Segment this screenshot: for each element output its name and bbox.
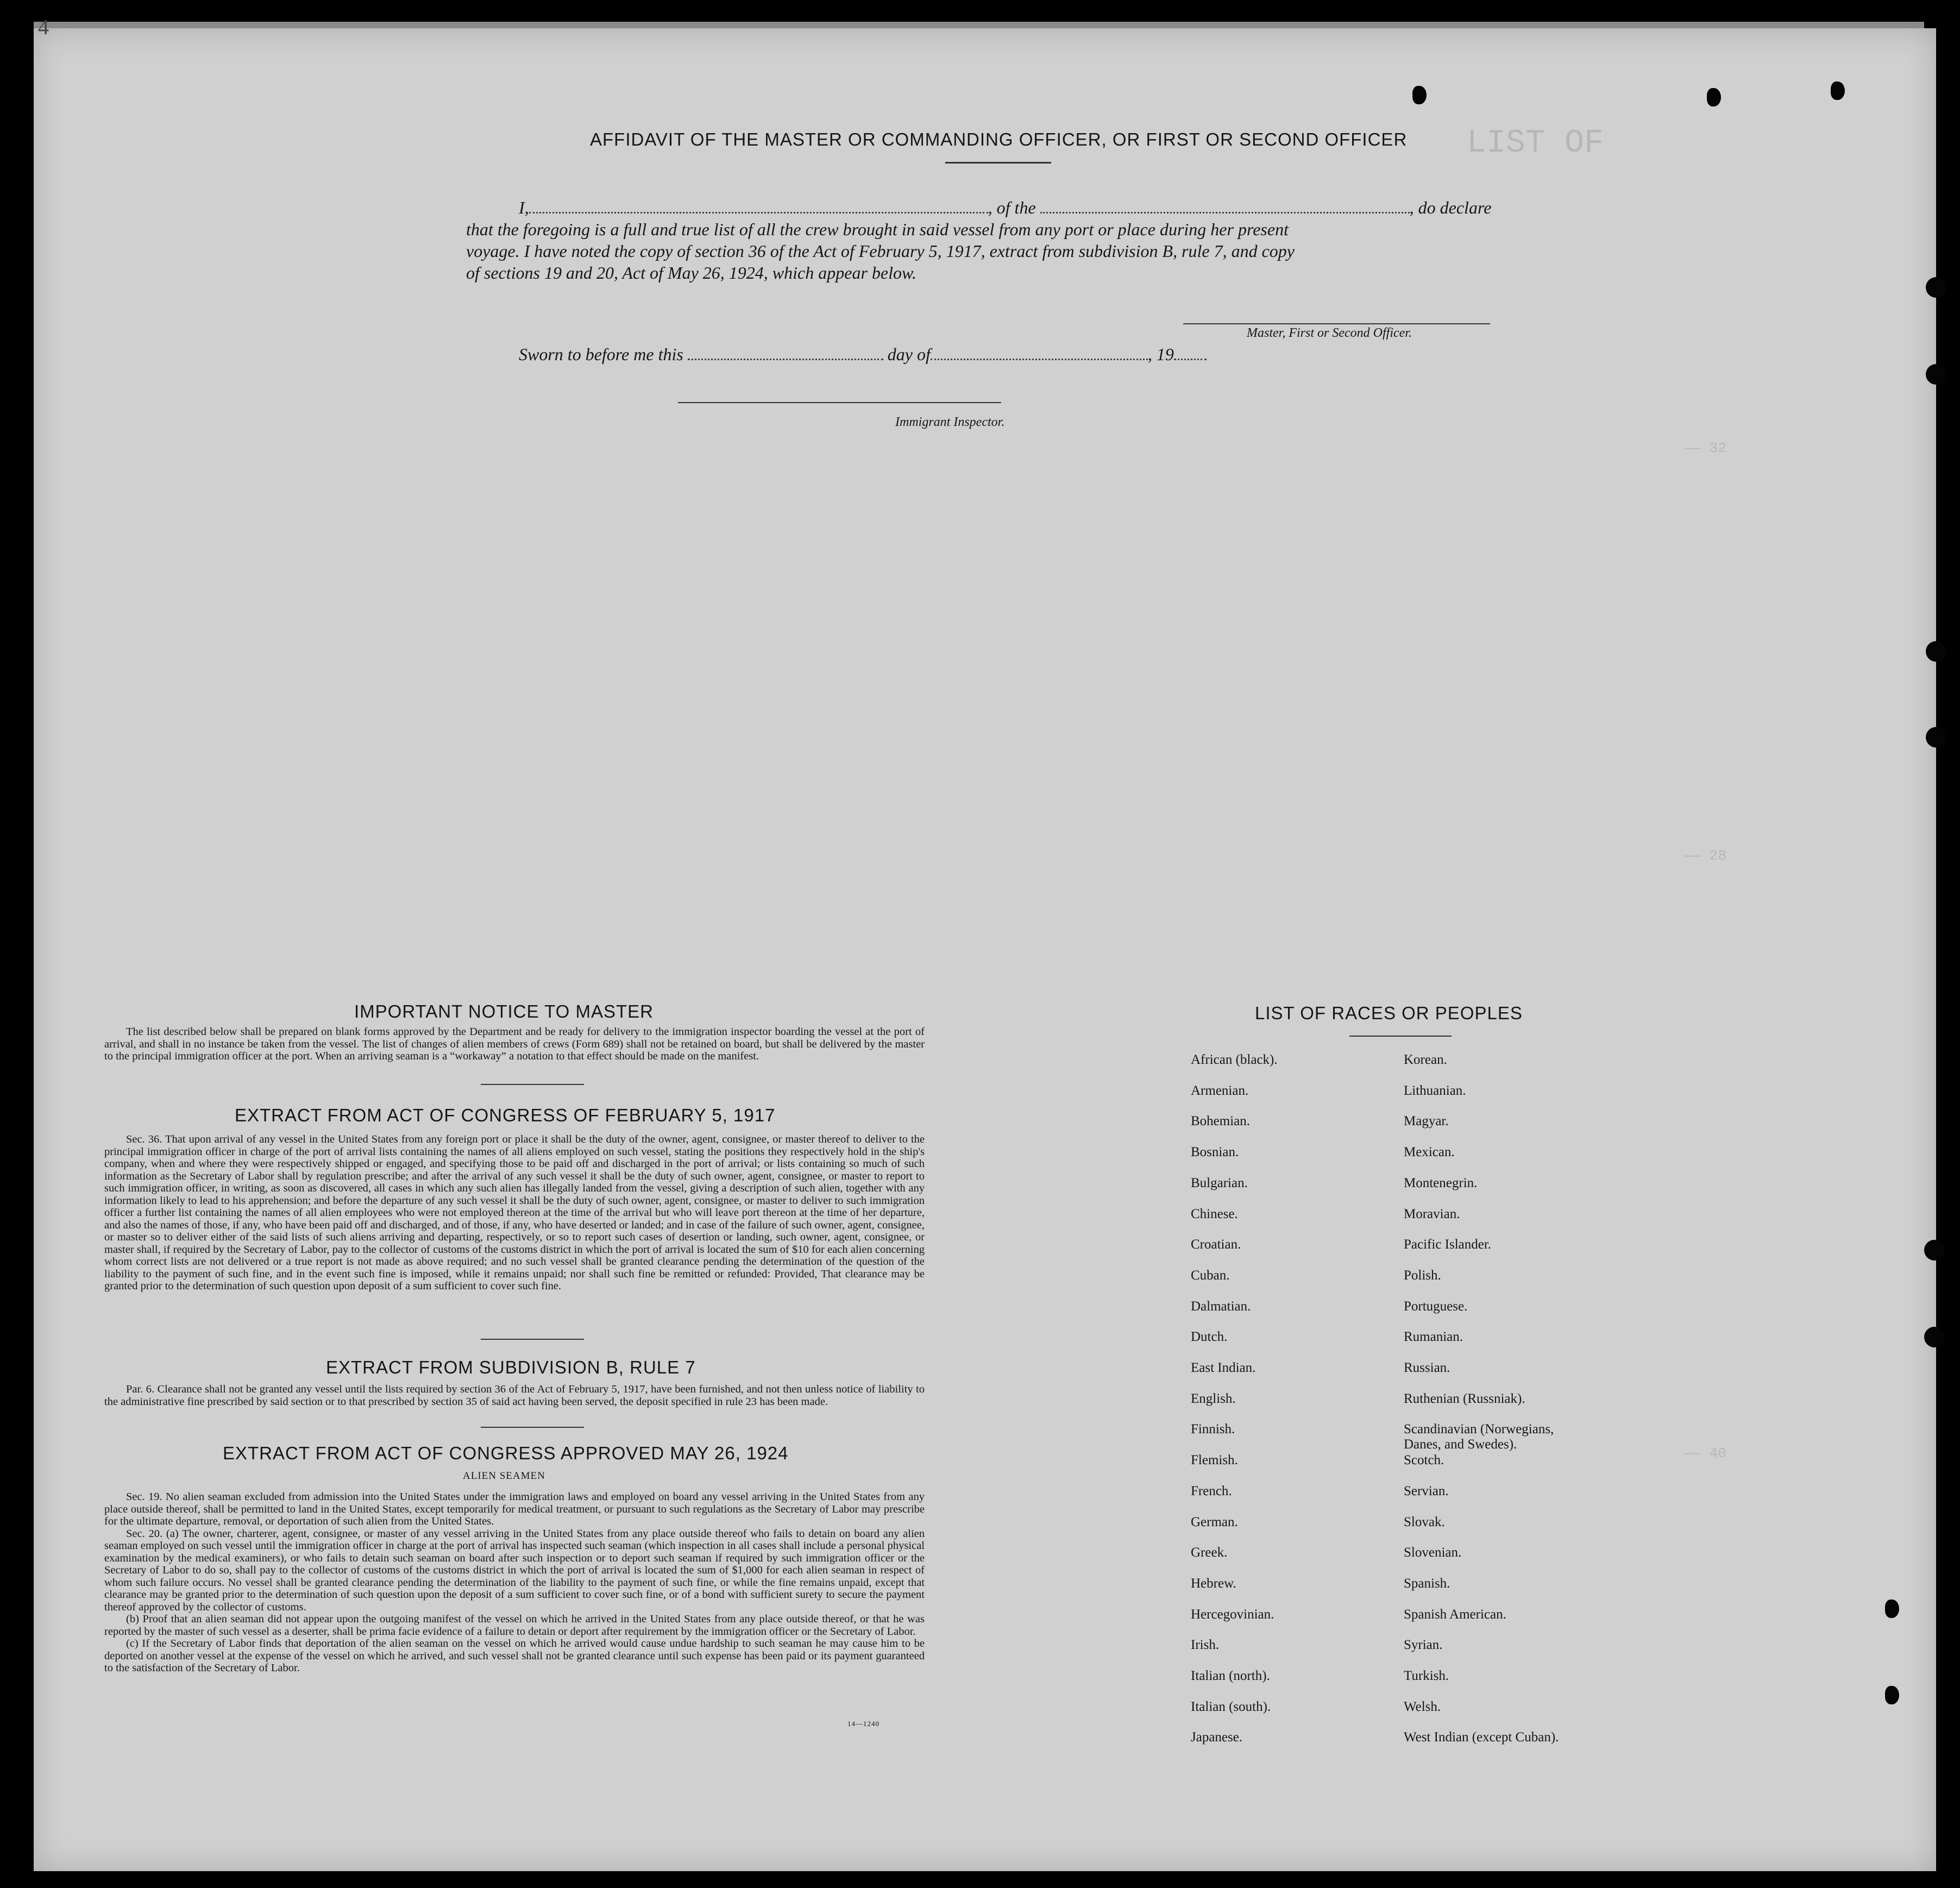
divider [945, 162, 1051, 164]
race-item: Finnish. [1191, 1422, 1235, 1437]
alien-seamen-subtitle: ALIEN SEAMEN [463, 1470, 545, 1482]
race-item: Greek. [1191, 1545, 1228, 1560]
vessel-field[interactable] [1040, 212, 1410, 214]
punch-hole [1831, 81, 1845, 100]
of-the-label: , of the [988, 198, 1036, 217]
punch-hole [1885, 1686, 1899, 1704]
sworn-month-field[interactable] [931, 359, 1148, 360]
i-label: I, [519, 198, 529, 217]
extract-1924-title: EXTRACT FROM ACT OF CONGRESS APPROVED MAY 26, 1924 [223, 1443, 789, 1463]
race-item: Syrian. [1404, 1638, 1443, 1653]
race-item: Russian. [1404, 1360, 1450, 1375]
inspector-label: Immigrant Inspector. [895, 415, 1005, 429]
divider [481, 1339, 584, 1340]
race-item: Bohemian. [1191, 1114, 1251, 1129]
extract-1917-title: EXTRACT FROM ACT OF CONGRESS OF FEBRUARY 5, 1917 [235, 1105, 776, 1125]
race-item: Japanese. [1191, 1730, 1243, 1745]
punch-hole [1885, 1600, 1899, 1618]
punch-hole [1924, 1327, 1945, 1347]
sworn-label: Sworn to before me this [519, 344, 683, 364]
race-item: Turkish. [1404, 1669, 1449, 1683]
race-item: Cuban. [1191, 1268, 1230, 1283]
notice-paragraph: The list described below shall be prepared on blank forms approved by the Department and be ready for delivery to the immigration inspector boarding the vessel at the port of arrival, and shall in no instance be taken from the vessel. The list of changes of alien members of crews (Form 689) shall not be retained on board, but shall be delivered by the master to the principal immigration officer at the port. When an arriving seaman is a “workaway” a notation to that effect should be made on the manifest. [104, 1026, 925, 1062]
race-item: Ruthenian (Russniak). [1404, 1391, 1525, 1406]
race-item: Portuguese. [1404, 1299, 1468, 1314]
race-item: African (black). [1191, 1052, 1278, 1067]
race-item: Bosnian. [1191, 1145, 1239, 1160]
race-item: French. [1191, 1483, 1232, 1498]
race-item: Pacific Islander. [1404, 1237, 1492, 1252]
race-item: Dalmatian. [1191, 1299, 1251, 1314]
race-item: Montenegrin. [1404, 1175, 1478, 1190]
corner-number: 4 [38, 15, 49, 39]
punch-hole [1926, 727, 1946, 748]
extract-1917-text [104, 1133, 925, 1293]
notice-title: IMPORTANT NOTICE TO MASTER [354, 1001, 654, 1021]
race-item: Slovak. [1404, 1514, 1445, 1529]
name-field[interactable] [529, 212, 988, 214]
affidavit-title: AFFIDAVIT OF THE MASTER OR COMMANDING OFFICER, OR FIRST OR SECOND OFFICER [590, 129, 1408, 149]
race-item: Chinese. [1191, 1206, 1238, 1221]
race-item: East Indian. [1191, 1360, 1256, 1375]
race-item: Flemish. [1191, 1453, 1238, 1468]
punch-hole [1924, 1240, 1945, 1260]
race-item: Welsh. [1404, 1699, 1441, 1714]
race-item: Hebrew. [1191, 1576, 1236, 1591]
signature-line[interactable] [1183, 323, 1490, 324]
affidavit-line-4: of sections 19 and 20, Act of May 26, 1924, which appear below. [466, 263, 916, 283]
extract-1924-text [104, 1491, 925, 1674]
race-item: Italian (north). [1191, 1669, 1270, 1683]
races-title: LIST OF RACES OR PEOPLES [1255, 1003, 1523, 1023]
punch-hole [1707, 88, 1721, 106]
punch-hole [1412, 86, 1427, 104]
affidavit-line-3: voyage. I have noted the copy of section 36 of the Act of February 5, 1917, extract from subdivision B, rule 7, and copy [466, 241, 1295, 261]
race-item: Croatian. [1191, 1237, 1241, 1252]
section-20a-paragraph: Sec. 20. (a) The owner, charterer, agent, consignee, or master of any vessel arriving in the United States from any place outside thereof who fails to detain on board any alien seaman employed on such vessel until the immigration officer in charge at the port of arrival has inspected such seaman (which inspection in all cases shall include a personal physical examination by the medical examiners), or who fails to detain such seaman on board after such inspection or to deport such seaman if required by such immigration officer or the Secretary of Labor to do so, shall pay to the collector of customs of the customs district in which the port of arrival is located the sum of $1,000 for each alien seaman in respect of whom such failure occurs. No vessel shall be granted clearance pending the determination of the liability to the payment of such fine, or while the fine remains unpaid, except that clearance may be granted prior to the determination of such question upon the deposit of a sum sufficient to cover such fine, or of a bond with sufficient surety to secure the payment thereof approved by the collector of customs. [104, 1527, 925, 1613]
race-item: Armenian. [1191, 1083, 1249, 1098]
notice-text [104, 1026, 925, 1063]
race-item: English. [1191, 1391, 1236, 1406]
signature-label: Master, First or Second Officer. [1247, 326, 1412, 340]
divider [1349, 1036, 1452, 1037]
do-declare-label: , do declare [1409, 198, 1492, 217]
section-20b-paragraph: (b) Proof that an alien seaman did not appear upon the outgoing manifest of the vessel on which he arrived in the United States from any place outside thereof, or that he was reported by the master of such vessel as a deserter, shall be prima facie evidence of a failure to detain or deport after requirement by the immigration officer or the Secretary of Labor. [104, 1613, 925, 1638]
race-item: Korean. [1404, 1052, 1447, 1067]
race-item: Dutch. [1191, 1329, 1228, 1345]
section-20c-paragraph: (c) If the Secretary of Labor finds that deportation of the alien seaman on the vessel on which he arrived would cause undue hardship to such seaman he may cause him to be deported on another vessel at the expense of the vessel on which he arrived, and such vessel shall not be granted clearance until such expense has been paid or its payment guaranteed to the satisfaction of the Secretary of Labor. [104, 1638, 925, 1674]
sworn-year-field[interactable] [1174, 359, 1207, 360]
race-item: Scandinavian (Norwegians, Danes, and Swedes). [1404, 1422, 1554, 1452]
race-item: Moravian. [1404, 1206, 1460, 1221]
race-item: Rumanian. [1404, 1329, 1463, 1345]
rule-7-text [104, 1383, 925, 1408]
race-item: Spanish. [1404, 1576, 1450, 1591]
year-label: , 19 [1147, 344, 1174, 364]
sworn-day-field[interactable] [688, 359, 883, 360]
race-item: Irish. [1191, 1638, 1220, 1653]
race-item: Slovenian. [1404, 1545, 1462, 1560]
section-36-paragraph: Sec. 36. That upon arrival of any vessel in the United States from any foreign port or place it shall be the duty of the owner, agent, consignee, or master thereof to deliver to the principal immigration officer in charge of the port of arrival lists containing the names of all aliens employed on such vessel, stating the positions they respectively hold in the ship's company, when and where they were respectively shipped or engaged, and specifying those to be paid off and discharged in the port of arrival; or lists containing so much of such information as the Secretary of Labor shall by regulation prescribe; and after the arrival of any such vessel it shall be the duty of such owner, agent, consignee, or master to report to such immigration officer, in writing, as soon as discovered, all cases in which any such alien has illegally landed from the vessel, giving a description of such alien, together with any information likely to lead to his apprehension; and before the departure of any such vessel it shall be the duty of such owner, agent, consignee, or master to deliver to such immigration officer a further list containing the names of all alien employees who were not employed thereon at the time of the arrival but who will leave port thereon at the time of her departure, and also the names of those, if any, who have been paid off and discharged, and of those, if any, who have deserted or landed; and in case of the failure of such owner, agent, consignee, or master so to deliver either of the said lists of such aliens arriving and departing, respectively, or so to report such cases of desertion or landing, such owner, agent, consignee, or master shall, if required by the Secretary of Labor, pay to the collector of customs of the customs district in which the port of arrival is located the sum of $10 for each alien concerning whom correct lists are not delivered or a true report is not made as above required; and no such vessel shall be granted clearance pending the determination of the question of the liability to the payment of such fine, and in the event such fine is imposed, while it remains unpaid; nor shall such fine be remitted or refunded: Provided, That clearance may be granted prior to the determination of such question upon deposit of a sum sufficient to cover such fine. [104, 1133, 925, 1292]
day-of-label: day of [887, 344, 931, 364]
divider [481, 1084, 584, 1085]
race-item: Polish. [1404, 1268, 1441, 1283]
race-item: Mexican. [1404, 1145, 1455, 1160]
punch-hole [1926, 641, 1946, 662]
paragraph-6: Par. 6. Clearance shall not be granted any vessel until the lists required by section 36 of the Act of February 5, 1917, have been furnished, and not then unless notice of liability to the administrative fine prescribed by said section or to that prescribed by section 35 of said act having been served, the deposit specified in rule 23 has been made. [104, 1383, 925, 1408]
punch-hole [1926, 364, 1946, 385]
section-19-paragraph: Sec. 19. No alien seaman excluded from admission into the United States under the immigration laws and employed on board any vessel arriving in the United States from any place outside thereof, shall be permitted to land in the United States, except temporarily for medical treatment, or pursuant to such regulations as the Secretary of Labor may prescribe for the ultimate departure, removal, or deportation of such alien from the United States. [104, 1491, 925, 1527]
sworn-line [519, 344, 1207, 365]
race-item: Servian. [1404, 1483, 1449, 1498]
race-item: Magyar. [1404, 1114, 1449, 1129]
race-item: Hercegovinian. [1191, 1607, 1274, 1622]
rule-7-title: EXTRACT FROM SUBDIVISION B, RULE 7 [326, 1357, 696, 1377]
race-item: Spanish American. [1404, 1607, 1506, 1622]
race-item: Italian (south). [1191, 1699, 1271, 1714]
race-item: West Indian (except Cuban). [1404, 1730, 1559, 1745]
inspector-line[interactable] [678, 402, 1001, 403]
punch-hole [1926, 277, 1946, 298]
race-item: German. [1191, 1514, 1238, 1529]
race-item: Lithuanian. [1404, 1083, 1466, 1098]
race-item: Scotch. [1404, 1453, 1444, 1468]
divider [481, 1427, 584, 1428]
form-number: 14—1240 [847, 1720, 880, 1728]
affidavit-line-2: that the foregoing is a full and true list of all the crew brought in said vessel from any port or place during her present [466, 219, 1289, 239]
race-item: Bulgarian. [1191, 1175, 1248, 1190]
affidavit-line-1 [519, 198, 1491, 218]
